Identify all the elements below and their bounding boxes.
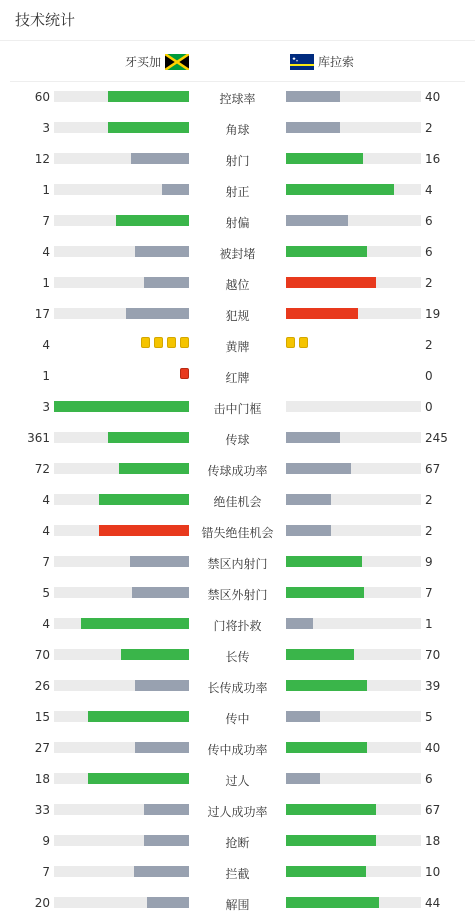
home-stat-value: 4: [42, 524, 50, 538]
away-bar-fill: [286, 773, 320, 784]
away-bar-fill: [286, 711, 320, 722]
stat-label: 解围: [225, 898, 250, 912]
home-bar-fill: [144, 835, 189, 846]
home-bar-track: [54, 773, 189, 784]
yellow-card-icon: [286, 337, 295, 348]
away-bar-track: [286, 463, 421, 474]
away-bar-fill: [286, 91, 340, 102]
home-bar-fill: [144, 277, 189, 288]
away-bar-track: [286, 773, 421, 784]
stat-label: 禁区外射门: [207, 588, 268, 602]
stat-label: 被封堵: [219, 247, 256, 261]
away-bar-fill: [286, 618, 313, 629]
home-stat-value: 27: [34, 741, 50, 755]
stat-row: [0, 112, 475, 143]
stat-label: 射偏: [225, 216, 250, 230]
stat-row: [0, 763, 475, 794]
stat-row: [0, 267, 475, 298]
home-stat-value: 1: [42, 276, 50, 290]
stat-row: [0, 887, 475, 918]
yellow-card-icon: [180, 337, 189, 348]
away-stat-value: 40: [425, 90, 441, 104]
away-bar-fill: [286, 215, 348, 226]
away-stat-value: 0: [425, 400, 433, 414]
home-bar-fill: [119, 463, 189, 474]
away-bar-track: [286, 680, 421, 691]
home-bar-fill: [130, 556, 189, 567]
stat-row: [0, 236, 475, 267]
home-bar-track: [54, 401, 189, 412]
home-team: [125, 53, 189, 70]
home-bar-track: [54, 91, 189, 102]
stat-label: 长传: [225, 650, 250, 664]
home-bar-fill: [108, 432, 189, 443]
away-stat-value: 2: [425, 121, 433, 135]
away-bar-track: [286, 618, 421, 629]
away-bar-fill: [286, 525, 331, 536]
home-stat-value: 20: [34, 896, 50, 910]
home-bar-track: [54, 587, 189, 598]
stat-row: [0, 670, 475, 701]
away-stat-value: 40: [425, 741, 441, 755]
away-bar-track: [286, 494, 421, 505]
home-bar-track: [54, 804, 189, 815]
home-bar-fill: [131, 153, 189, 164]
jamaica-flag-icon: [165, 54, 189, 70]
home-stat-value: 26: [34, 679, 50, 693]
home-stat-value: 7: [42, 214, 50, 228]
home-bar-fill: [144, 804, 189, 815]
away-stat-value: 4: [425, 183, 433, 197]
away-bar-fill: [286, 897, 379, 908]
section-title: 技术统计: [15, 11, 76, 29]
away-bar-track: [286, 432, 421, 443]
home-bar-track: [54, 246, 189, 257]
home-bar-track: [54, 184, 189, 195]
away-bar-fill: [286, 122, 340, 133]
away-bar-track: [286, 525, 421, 536]
home-stat-value: 361: [27, 431, 50, 445]
home-bar-fill: [134, 866, 189, 877]
home-bar-track: [54, 649, 189, 660]
home-stat-value: 70: [34, 648, 50, 662]
stat-row: [0, 825, 475, 856]
stat-label: 传中: [225, 712, 250, 726]
home-bar-track: [54, 680, 189, 691]
stat-label: 黄牌: [225, 340, 250, 354]
away-stat-value: 2: [425, 338, 433, 352]
stat-row: [0, 298, 475, 329]
away-bar-fill: [286, 680, 367, 691]
away-bar-track: [286, 215, 421, 226]
home-bar-fill: [126, 308, 189, 319]
stat-row: [0, 484, 475, 515]
away-bar-track: [286, 866, 421, 877]
home-bar-fill: [54, 401, 189, 412]
stat-row: [0, 608, 475, 639]
yellow-card-icon: [154, 337, 163, 348]
away-stat-value: 6: [425, 772, 433, 786]
stat-row: [0, 732, 475, 763]
stat-row: [0, 81, 475, 112]
home-bar-track: [54, 742, 189, 753]
home-stat-value: 12: [34, 152, 50, 166]
away-bar-fill: [286, 463, 351, 474]
stat-label: 射门: [225, 154, 250, 168]
home-stat-value: 15: [34, 710, 50, 724]
stat-row: [0, 391, 475, 422]
away-bar-fill: [286, 587, 364, 598]
stat-row: [0, 453, 475, 484]
home-bar-track: [54, 897, 189, 908]
away-bar-fill: [286, 153, 363, 164]
home-bar-fill: [88, 773, 189, 784]
away-bar-track: [286, 897, 421, 908]
stat-label: 角球: [225, 123, 250, 137]
home-bar-track: [54, 153, 189, 164]
home-bar-track: [54, 122, 189, 133]
away-bar-fill: [286, 742, 367, 753]
home-bar-track: [54, 525, 189, 536]
away-bar-fill: [286, 866, 366, 877]
stat-label: 绝佳机会: [213, 495, 262, 509]
stat-label: 过人: [225, 774, 250, 788]
home-bar-track: [54, 494, 189, 505]
home-cards: [139, 337, 189, 348]
stat-label: 长传成功率: [207, 681, 268, 695]
stats-list: [0, 81, 475, 918]
stat-row: [0, 205, 475, 236]
home-bar-fill: [121, 649, 189, 660]
away-bar-track: [286, 556, 421, 567]
stat-row: [0, 546, 475, 577]
away-bar-track: [286, 91, 421, 102]
away-bar-fill: [286, 494, 331, 505]
curacao-flag-icon: [290, 54, 314, 70]
away-bar-fill: [286, 277, 376, 288]
stat-label: 红牌: [225, 371, 250, 385]
yellow-card-icon: [141, 337, 150, 348]
home-stat-value: 60: [34, 90, 50, 104]
away-bar-track: [286, 587, 421, 598]
stat-row: [0, 577, 475, 608]
home-stat-value: 72: [34, 462, 50, 476]
home-stat-value: 9: [42, 834, 50, 848]
away-bar-fill: [286, 649, 354, 660]
away-stat-value: 44: [425, 896, 441, 910]
stat-label: 传球成功率: [207, 464, 268, 478]
away-stat-value: 70: [425, 648, 441, 662]
away-stat-value: 18: [425, 834, 441, 848]
home-bar-track: [54, 835, 189, 846]
stat-row: [0, 794, 475, 825]
away-stat-value: 2: [425, 493, 433, 507]
home-cards: [178, 368, 189, 379]
home-stat-value: 7: [42, 555, 50, 569]
home-stat-value: 3: [42, 400, 50, 414]
home-stat-value: 1: [42, 183, 50, 197]
away-stat-value: 9: [425, 555, 433, 569]
away-bar-fill: [286, 432, 340, 443]
away-bar-track: [286, 122, 421, 133]
home-bar-fill: [99, 525, 189, 536]
home-stat-value: 4: [42, 493, 50, 507]
stat-row: [0, 856, 475, 887]
away-bar-track: [286, 835, 421, 846]
home-bar-track: [54, 308, 189, 319]
away-bar-track: [286, 184, 421, 195]
yellow-card-icon: [167, 337, 176, 348]
stat-row: [0, 639, 475, 670]
stat-label: 过人成功率: [207, 805, 268, 819]
stat-label: 传球: [225, 433, 250, 447]
stat-label: 射正: [225, 185, 250, 199]
home-bar-track: [54, 277, 189, 288]
home-bar-fill: [135, 680, 189, 691]
away-bar-fill: [286, 246, 367, 257]
stat-label: 错失绝佳机会: [201, 526, 274, 540]
away-team: [290, 53, 354, 70]
away-team-name: 库拉索: [318, 55, 355, 69]
away-stat-value: 16: [425, 152, 441, 166]
home-bar-fill: [81, 618, 189, 629]
home-bar-fill: [135, 742, 189, 753]
stat-row: [0, 701, 475, 732]
away-stat-value: 19: [425, 307, 441, 321]
away-bar-fill: [286, 804, 376, 815]
stat-label: 门将扑救: [213, 619, 262, 633]
home-bar-fill: [99, 494, 189, 505]
away-bar-fill: [286, 308, 358, 319]
away-bar-fill: [286, 835, 376, 846]
home-stat-value: 7: [42, 865, 50, 879]
home-stat-value: 4: [42, 617, 50, 631]
away-bar-fill: [286, 556, 362, 567]
team-header-row: [10, 41, 465, 82]
home-team-name: 牙买加: [124, 55, 161, 69]
home-stat-value: 5: [42, 586, 50, 600]
home-bar-track: [54, 432, 189, 443]
home-bar-fill: [108, 122, 189, 133]
home-bar-fill: [116, 215, 189, 226]
away-stat-value: 6: [425, 214, 433, 228]
away-bar-track: [286, 401, 421, 412]
away-stat-value: 2: [425, 276, 433, 290]
home-stat-value: 1: [42, 369, 50, 383]
home-stat-value: 4: [42, 338, 50, 352]
section-header: [0, 0, 475, 41]
stat-row: [0, 329, 475, 360]
away-stat-value: 39: [425, 679, 441, 693]
stat-label: 拦截: [225, 867, 250, 881]
away-stat-value: 67: [425, 462, 441, 476]
stat-label: 抢断: [225, 836, 250, 850]
home-bar-fill: [135, 246, 189, 257]
home-bar-track: [54, 618, 189, 629]
red-card-icon: [180, 368, 189, 379]
stat-label: 越位: [225, 278, 250, 292]
away-stat-value: 2: [425, 524, 433, 538]
home-stat-value: 33: [34, 803, 50, 817]
away-stat-value: 0: [425, 369, 433, 383]
home-bar-track: [54, 556, 189, 567]
away-stat-value: 1: [425, 617, 433, 631]
home-bar-track: [54, 711, 189, 722]
away-stat-value: 6: [425, 245, 433, 259]
home-bar-track: [54, 215, 189, 226]
stat-row: [0, 360, 475, 391]
home-bar-fill: [108, 91, 189, 102]
away-bar-track: [286, 277, 421, 288]
away-stat-value: 67: [425, 803, 441, 817]
away-bar-fill: [286, 184, 394, 195]
stat-label: 控球率: [219, 92, 256, 106]
home-stat-value: 18: [34, 772, 50, 786]
stat-label: 击中门框: [213, 402, 262, 416]
home-bar-fill: [147, 897, 189, 908]
home-stat-value: 4: [42, 245, 50, 259]
home-stat-value: 17: [34, 307, 50, 321]
away-stat-value: 10: [425, 865, 441, 879]
home-stat-value: 3: [42, 121, 50, 135]
stat-row: [0, 174, 475, 205]
stat-row: [0, 422, 475, 453]
away-bar-track: [286, 742, 421, 753]
stat-row: [0, 515, 475, 546]
away-stat-value: 5: [425, 710, 433, 724]
yellow-card-icon: [299, 337, 308, 348]
stat-label: 传中成功率: [207, 743, 268, 757]
home-bar-track: [54, 866, 189, 877]
away-bar-track: [286, 711, 421, 722]
away-bar-track: [286, 246, 421, 257]
stat-label: 禁区内射门: [207, 557, 268, 571]
home-bar-track: [54, 463, 189, 474]
away-stat-value: 245: [425, 431, 448, 445]
away-bar-track: [286, 649, 421, 660]
away-cards: [286, 337, 310, 348]
away-bar-track: [286, 804, 421, 815]
home-bar-fill: [162, 184, 189, 195]
stat-label: 犯规: [225, 309, 250, 323]
away-bar-track: [286, 308, 421, 319]
home-bar-fill: [88, 711, 189, 722]
home-bar-fill: [132, 587, 189, 598]
away-bar-track: [286, 153, 421, 164]
away-stat-value: 7: [425, 586, 433, 600]
stat-row: [0, 143, 475, 174]
